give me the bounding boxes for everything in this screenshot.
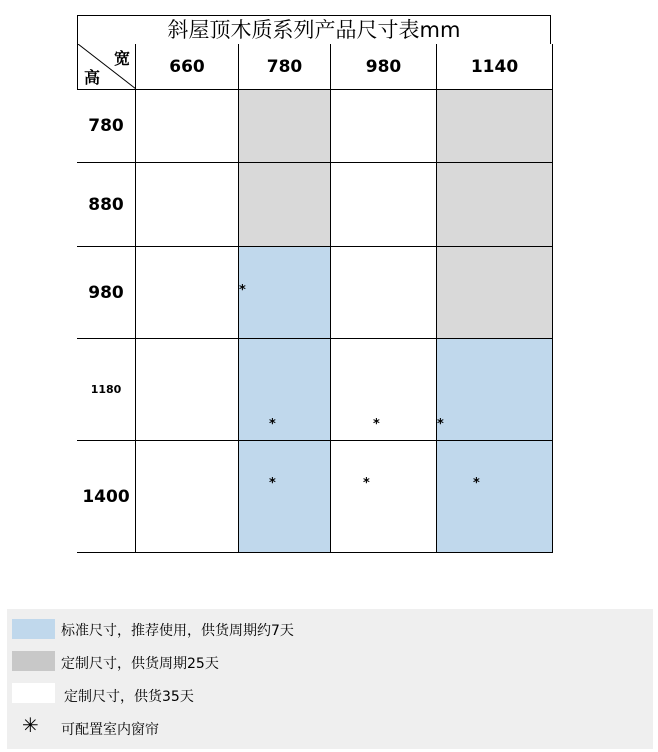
width-axis-label: 宽 [113, 49, 130, 68]
legend-panel [7, 609, 653, 749]
legend-label-custom-25: 定制尺寸，供货周期25天 [61, 656, 219, 672]
size-grid [77, 44, 552, 553]
curtain-star-h1400-w780: * [269, 476, 276, 491]
height-axis-label: 高 [84, 68, 101, 87]
curtain-star-h1400-w1140: * [473, 476, 480, 491]
curtain-star-h1180-w780: * [269, 417, 276, 432]
cell-h1180-w660 [136, 339, 239, 441]
row-header-1400: 1400 [77, 441, 136, 553]
row-header-980: 980 [77, 247, 136, 339]
curtain-star-h1180-w1140: * [437, 417, 444, 432]
cell-h780-w1140 [437, 90, 553, 163]
cell-h1180-w1140 [437, 339, 553, 441]
cell-h880-w1140 [437, 163, 553, 247]
legend-label-curtain: 可配置室内窗帘 [61, 722, 159, 738]
cell-h780-w780 [239, 90, 331, 163]
cell-h980-w980 [331, 247, 437, 339]
cell-h980-w780 [239, 247, 331, 339]
legend-label-standard: 标准尺寸，推荐使用，供货周期约7天 [61, 623, 294, 639]
cell-h880-w660 [136, 163, 239, 247]
cell-h780-w980 [331, 90, 437, 163]
size-table [77, 15, 552, 553]
col-header-660: 660 [136, 44, 239, 90]
curtain-star-h1180-w980: * [373, 417, 380, 432]
asterisk-icon: ✳ [22, 713, 39, 737]
cell-h780-w660 [136, 90, 239, 163]
row-header-780: 780 [77, 90, 136, 163]
cell-h880-w980 [331, 163, 437, 247]
cell-h980-w1140 [437, 247, 553, 339]
legend-swatch-custom-35 [12, 683, 55, 703]
row-header-880: 880 [77, 163, 136, 247]
cell-h1400-w980 [331, 441, 437, 553]
cell-h1400-w660 [136, 441, 239, 553]
legend-swatch-standard [12, 619, 55, 639]
col-header-1140: 1140 [437, 44, 553, 90]
cell-h1400-w780 [239, 441, 331, 553]
col-header-780: 780 [239, 44, 331, 90]
legend-swatch-custom-25 [12, 651, 55, 671]
cell-h1180-w780 [239, 339, 331, 441]
curtain-star-h980-w780: * [239, 283, 246, 298]
cell-h1180-w980 [331, 339, 437, 441]
cell-h1400-w1140 [437, 441, 553, 553]
cell-h980-w660 [136, 247, 239, 339]
table-title: 斜屋顶木质系列产品尺寸表mm [77, 15, 551, 45]
corner-header [77, 44, 136, 90]
col-header-980: 980 [331, 44, 437, 90]
cell-h880-w780 [239, 163, 331, 247]
legend-label-custom-35: 定制尺寸，供货35天 [64, 689, 194, 705]
row-header-1180: 1180 [77, 339, 136, 441]
curtain-star-h1400-w980: * [363, 476, 370, 491]
